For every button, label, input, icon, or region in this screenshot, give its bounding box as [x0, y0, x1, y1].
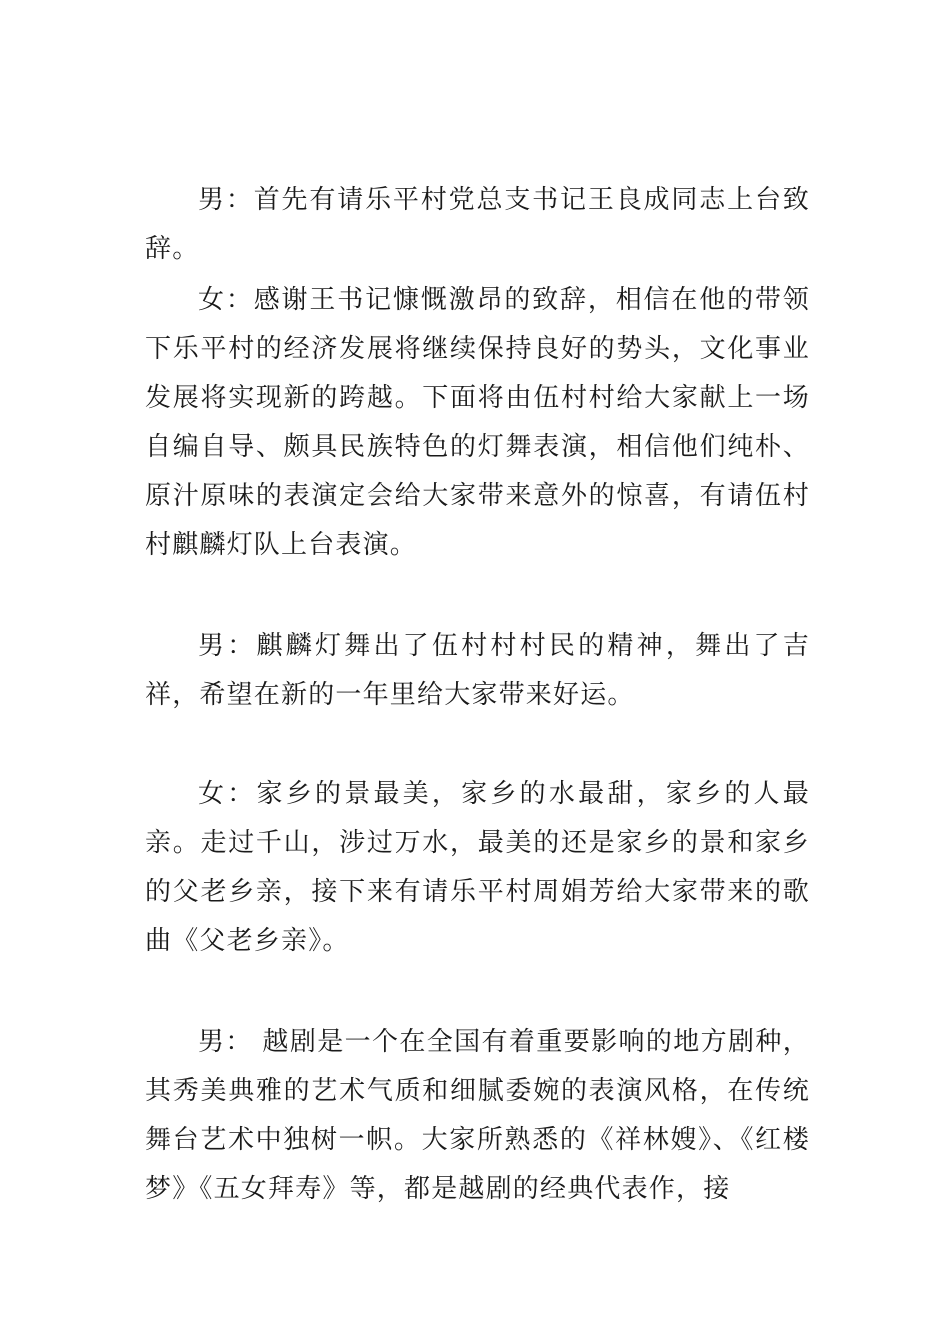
paragraph-male-qilin-dance: 男：麒麟灯舞出了伍村村村民的精神，舞出了吉祥，希望在新的一年里给大家带来好运。	[145, 631, 810, 710]
paragraph-male-opening: 男：首先有请乐平村党总支书记王良成同志上台致辞。	[145, 185, 810, 264]
paragraph-female-hometown: 女：家乡的景最美，家乡的水最甜，家乡的人最亲。走过千山，涉过万水，最美的还是家乡的景和家乡的父老乡亲，接下来有请乐平村周娟芳给大家带来的歌曲《父老乡亲》。	[145, 779, 810, 956]
paragraph-female-thanks: 女：感谢王书记慷慨激昂的致辞，相信在他的带领下乐平村的经济发展将继续保持良好的势头，文化事业发展将实现新的跨越。下面将由伍村村给大家献上一场自编自导、颇具民族特色的灯舞表演，相信他们纯朴、原汁原味的表演定会给大家带来意外的惊喜，有请伍村村麒麟灯队上台表演。	[145, 285, 810, 560]
paragraph-male-yue-opera: 男： 越剧是一个在全国有着重要影响的地方剧种，其秀美典雅的艺术气质和细腻委婉的表演风格，在传统舞台艺术中独树一帜。大家所熟悉的《祥林嫂》、《红楼梦》《五女拜寿》等，都是越剧的经典代表作，接	[145, 1027, 810, 1204]
